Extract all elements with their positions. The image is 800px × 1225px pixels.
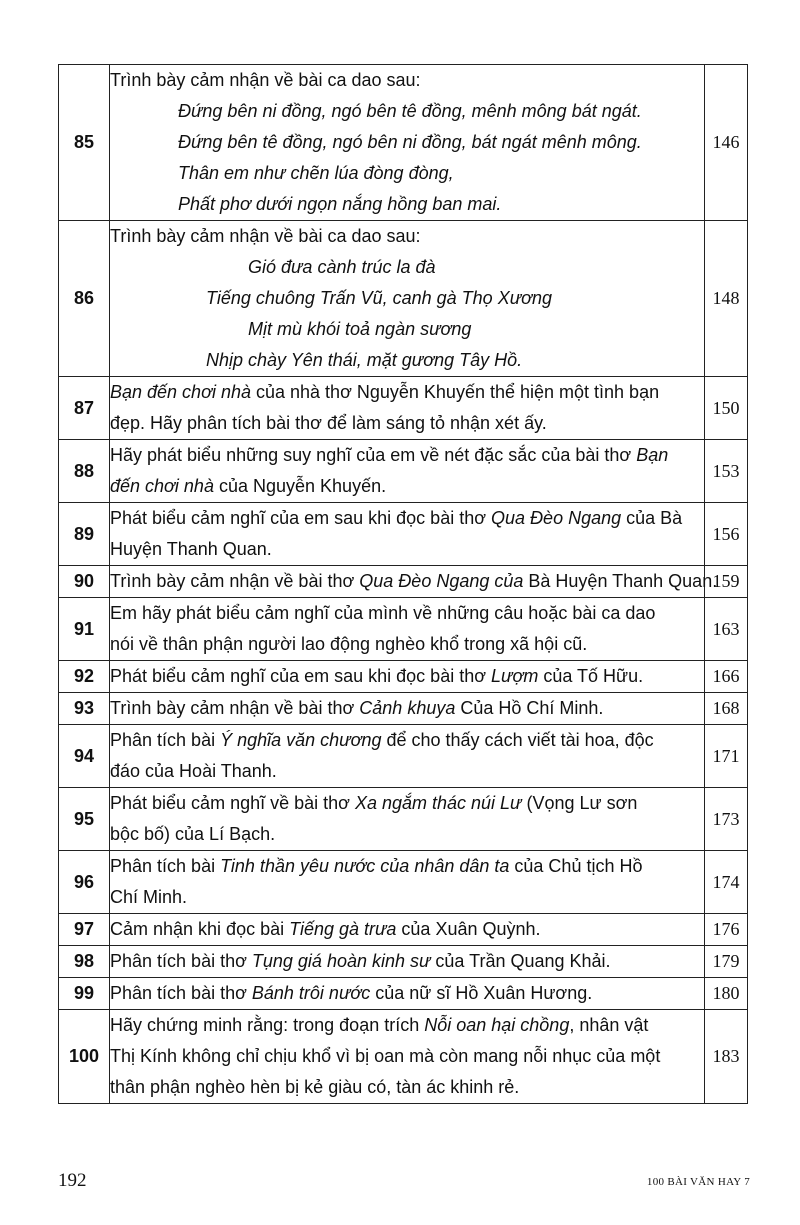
page-ref: 150 [705, 377, 748, 440]
work-title: Nỗi oan hại chồng [424, 1015, 570, 1035]
item-title [110, 65, 705, 221]
work-title: Tiếng gà trưa [289, 919, 397, 939]
title-text: Thị Kính không chỉ chịu khổ vì bị oan mà còn mang nỗi nhục của một [110, 1046, 661, 1066]
title-line [110, 440, 704, 471]
poem-verse: Nhịp chày Yên thái, mặt gương Tây Hồ. [206, 350, 523, 370]
work-title: Ý nghĩa văn chương [220, 730, 382, 750]
item-title [110, 1010, 705, 1104]
item-title [110, 503, 705, 566]
table-row [59, 914, 748, 946]
poem-verse: Thân em như chẽn lúa đòng đòng, [178, 163, 454, 183]
item-number: 90 [59, 566, 110, 598]
table-row [59, 65, 748, 221]
item-number: 91 [59, 598, 110, 661]
item-number: 92 [59, 661, 110, 693]
title-line [110, 629, 704, 660]
work-title: Bánh trôi nước [251, 983, 371, 1003]
work-title: Xa ngắm thác núi Lư [354, 793, 522, 813]
title-text: Phát biểu cảm nghĩ của em sau khi đọc bài thơ [110, 666, 492, 686]
title-text: Phân tích bài [110, 856, 221, 876]
title-line [110, 693, 704, 724]
page-ref: 180 [705, 978, 748, 1010]
title-text: , nhân vật [569, 1015, 649, 1035]
item-title [110, 946, 705, 978]
page-ref: 168 [705, 693, 748, 725]
title-text: Phân tích bài thơ [110, 983, 252, 1003]
title-text: Phân tích bài [110, 730, 221, 750]
table-row [59, 661, 748, 693]
title-text: Phân tích bài thơ [110, 951, 252, 971]
item-title [110, 851, 705, 914]
table-row [59, 598, 748, 661]
title-line [110, 756, 704, 787]
title-line [110, 978, 704, 1009]
work-title: Qua Đèo Ngang [491, 508, 622, 528]
table-row [59, 788, 748, 851]
title-text: bộc bố) của Lí Bạch. [110, 824, 276, 844]
item-title [110, 598, 705, 661]
title-text: Huyện Thanh Quan. [110, 539, 272, 559]
item-number: 89 [59, 503, 110, 566]
work-title: Bạn đến chơi nhà [110, 382, 251, 402]
title-text: thân phận nghèo hèn bị kẻ giàu có, tàn ác khinh rẻ. [110, 1077, 520, 1097]
title-line [110, 1041, 704, 1072]
title-text: đẹp. Hãy phân tích bài thơ để làm sáng tỏ nhận xét ấy. [110, 413, 547, 433]
item-title [110, 566, 718, 598]
title-text: nói về thân phận người lao động nghèo khổ trong xã hội cũ. [110, 634, 588, 654]
item-title [110, 221, 705, 377]
table-row [59, 566, 748, 598]
poem-verse: Gió đưa cành trúc la đà [248, 257, 436, 277]
title-line [110, 1010, 704, 1041]
page-ref: 159 [705, 566, 748, 598]
title-line [110, 408, 704, 439]
title-line [110, 377, 704, 408]
item-title [110, 377, 705, 440]
title-text: Hãy phát biểu những suy nghĩ của em về nét đặc sắc của bài thơ [110, 445, 637, 465]
item-number: 94 [59, 725, 110, 788]
page-ref: 156 [705, 503, 748, 566]
work-title: của [489, 571, 524, 591]
title-text: của Bà [621, 508, 683, 528]
item-number: 85 [59, 65, 110, 221]
item-number: 96 [59, 851, 110, 914]
title-line [110, 566, 718, 597]
work-title: Tụng giá hoàn kinh sư [251, 951, 431, 971]
title-text: của Tố Hữu. [538, 666, 644, 686]
title-text: của Xuân Quỳnh. [396, 919, 541, 939]
poem-verse: Tiếng chuông Trấn Vũ, canh gà Thọ Xương [206, 288, 553, 308]
table-row [59, 725, 748, 788]
item-title [110, 978, 705, 1010]
item-number: 95 [59, 788, 110, 851]
table-of-contents [58, 64, 748, 1104]
item-number: 100 [59, 1010, 110, 1104]
poem-verse: Phất phơ dưới ngọn nắng hồng ban mai. [178, 194, 502, 214]
title-text: Chí Minh. [110, 887, 188, 907]
title-text: Em hãy phát biểu cảm nghĩ của mình về những câu hoặc bài ca dao [110, 603, 656, 623]
page-ref: 153 [705, 440, 748, 503]
title-text: đáo của Hoài Thanh. [110, 761, 277, 781]
item-intro: Trình bày cảm nhận về bài ca dao sau: [110, 226, 421, 246]
table-row [59, 440, 748, 503]
item-intro: Trình bày cảm nhận về bài ca dao sau: [110, 70, 421, 90]
title-text: (Vọng Lư sơn [521, 793, 638, 813]
table-row [59, 377, 748, 440]
work-title: Tinh thần yêu nước của nhân dân ta [220, 856, 510, 876]
title-line [110, 788, 704, 819]
item-title [110, 914, 705, 946]
title-line [110, 914, 704, 945]
title-text: của Nguyễn Khuyến. [213, 476, 387, 496]
page-ref: 174 [705, 851, 748, 914]
toc-body [59, 65, 748, 1104]
poem-verse: Mịt mù khói toả ngàn sương [248, 319, 472, 339]
title-text: của nhà thơ Nguyễn Khuyến thể hiện một tình bạn [251, 382, 660, 402]
work-title: Qua Đèo Ngang [359, 571, 490, 591]
item-number: 88 [59, 440, 110, 503]
item-number: 93 [59, 693, 110, 725]
item-title [110, 788, 705, 851]
item-number: 98 [59, 946, 110, 978]
table-row [59, 693, 748, 725]
page-ref: 179 [705, 946, 748, 978]
item-number: 87 [59, 377, 110, 440]
title-text: Phát biểu cảm nghĩ về bài thơ [110, 793, 355, 813]
page-ref: 176 [705, 914, 748, 946]
title-line [110, 819, 704, 850]
title-text: Của Hồ Chí Minh. [455, 698, 604, 718]
title-text: Trình bày cảm nhận về bài thơ [110, 698, 360, 718]
work-title: Cảnh khuya [359, 698, 456, 718]
title-line [110, 661, 704, 692]
work-title: Bạn [636, 445, 669, 465]
title-line [110, 534, 704, 565]
page-ref: 171 [705, 725, 748, 788]
title-line [110, 471, 704, 502]
table-row [59, 503, 748, 566]
table-row [59, 1010, 748, 1104]
page-ref: 166 [705, 661, 748, 693]
table-row [59, 851, 748, 914]
title-line [110, 503, 704, 534]
item-title [110, 661, 705, 693]
title-text: của Trần Quang Khải. [430, 951, 611, 971]
title-text: Bà Huyện Thanh Quan. [523, 571, 718, 591]
page-ref: 163 [705, 598, 748, 661]
title-line [110, 882, 704, 913]
page-ref: 183 [705, 1010, 748, 1104]
page-ref: 146 [705, 65, 748, 221]
title-text: Cảm nhận khi đọc bài [110, 919, 290, 939]
page-ref: 148 [705, 221, 748, 377]
poem-verse: Đứng bên ni đồng, ngó bên tê đồng, mênh mông bát ngát. [178, 101, 642, 121]
book-title: 100 BÀI VĂN HAY 7 [646, 1176, 750, 1188]
title-line [110, 851, 704, 882]
item-number: 86 [59, 221, 110, 377]
title-text: của Chủ tịch Hồ [509, 856, 643, 876]
title-text: Hãy chứng minh rằng: trong đoạn trích [110, 1015, 425, 1035]
item-number: 97 [59, 914, 110, 946]
work-title: Lượm [491, 666, 539, 686]
title-text: để cho thấy cách viết tài hoa, độc [381, 730, 654, 750]
title-text: của nữ sĩ Hồ Xuân Hương. [370, 983, 593, 1003]
title-line [110, 725, 704, 756]
table-row [59, 221, 748, 377]
item-title [110, 693, 705, 725]
table-row [59, 946, 748, 978]
title-line [110, 598, 704, 629]
item-number: 99 [59, 978, 110, 1010]
title-text: Phát biểu cảm nghĩ của em sau khi đọc bài thơ [110, 508, 492, 528]
item-title [110, 440, 705, 503]
poem-verse: Đứng bên tê đồng, ngó bên ni đồng, bát ngát mênh mông. [178, 132, 642, 152]
table-row [59, 978, 748, 1010]
page-ref: 173 [705, 788, 748, 851]
page-number: 192 [58, 1170, 87, 1191]
title-text: Trình bày cảm nhận về bài thơ [110, 571, 360, 591]
title-line [110, 1072, 704, 1103]
item-title [110, 725, 705, 788]
work-title: đến chơi nhà [110, 476, 214, 496]
title-line [110, 946, 704, 977]
